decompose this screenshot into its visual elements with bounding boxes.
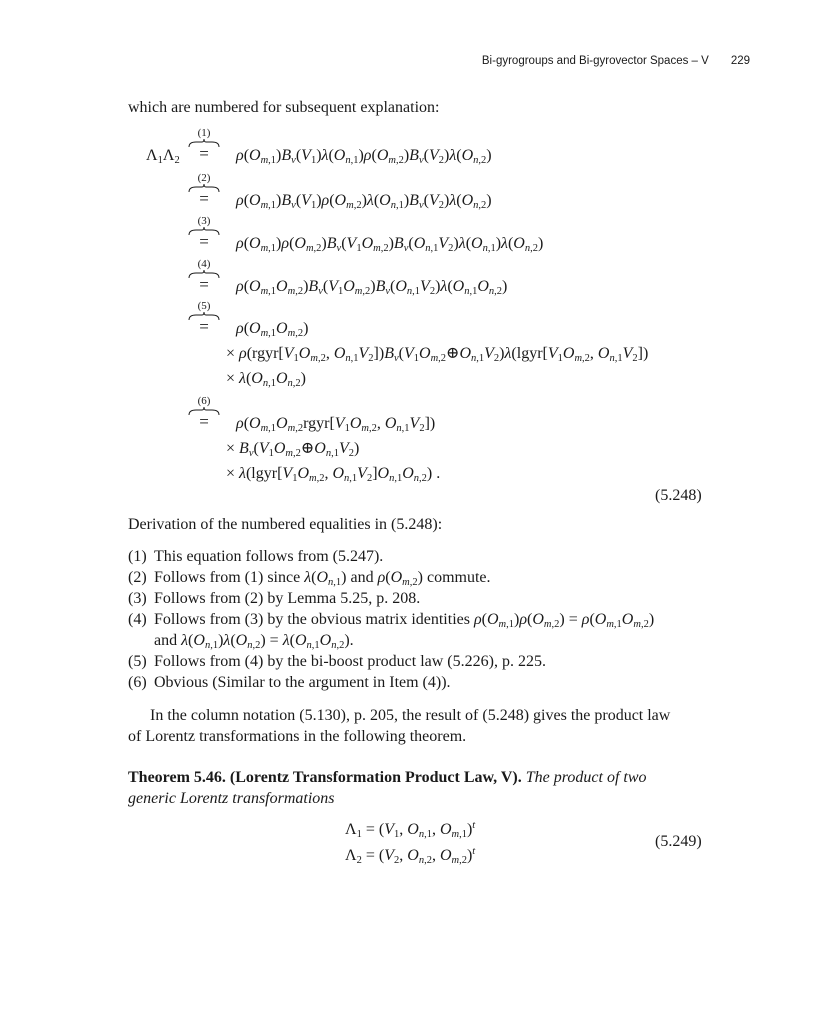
step-label-5: (5) [197,300,211,312]
item-text: Obvious (Similar to the argument in Item (4)). [154,674,451,691]
item-text: and [154,632,178,649]
paragraph-line-2: of Lorentz transformations in the following theorem. [128,728,467,745]
equation-number-5248: (5.248) [655,487,702,504]
item-number: (2) [128,569,147,586]
step-expr-3: $\rho(O_{m,1})\rho(O_{m,2})B_v(V_1O_{m,2})B_v(O_{n,1}V_2)\lambda(O_{n,1})\lambda(O_{n,2})$ [236,235,544,254]
step-expr-5b: × $\rho(rgyr[V_1O_{m,2}$, $O_{n,1}V_2])B_v(V_1O_{m,2}\oplus O_{n,1}V_2)\lambda(lgyr[V_1O_{m,2}$, $O_{n,1}V_2$]) [226,345,649,364]
step-label-1: (1) [197,127,211,139]
item-text: Follows from (1) since [154,569,301,586]
eq-5249-line-1: $\Lambda_1 = (V_1$, $O_{n,1}$, $O_{m,1})^t$ [345,820,476,840]
item-number: (3) [128,590,147,607]
derivation-item-6 [128,673,451,693]
step-label-6: (6) [197,395,211,407]
item-text: and [350,569,374,586]
item-text: commute. [426,569,491,586]
eq-sign-6: = [199,412,209,431]
theorem-line-2 [128,789,335,809]
intro-text: which are numbered for subsequent explanation: [128,99,440,116]
paragraph-line-1: In the column notation (5.130), p. 205, the result of (5.248) gives the product law [150,707,671,724]
step-label-3: (3) [197,215,211,227]
derivation-item-3 [128,589,420,609]
step-expr-6a: $\rho(O_{m,1}O_{m,2}rgyr[V_1O_{m,2}$, $O_{n,1}V_2$]) [236,415,436,434]
eq-lhs: $\Lambda_1\Lambda_2$ [146,147,180,166]
eq-sign-4: = [199,275,209,294]
item-text: Follows from (3) by the obvious matrix identities [154,611,470,628]
running-title: Bi-gyrogroups and Bi-gyrovector Spaces – V [481,55,709,67]
eq-sign-5: = [199,317,209,336]
item-text: Follows from (4) by the bi-boost product law (5.226), p. 225. [154,653,546,670]
step-label-2: (2) [197,172,211,184]
item-number: (6) [128,674,147,691]
item-number: (1) [128,548,147,565]
step-expr-5c: × $\lambda(O_{n,1}O_{n,2})$ [226,370,306,389]
step-expr-4: $\rho(O_{m,1}O_{m,2})B_v(V_1O_{m,2})B_v(O_{n,1}V_2)\lambda(O_{n,1}O_{n,2})$ [236,278,508,297]
item-number: (4) [128,611,147,628]
equation-number-5249: (5.249) [655,833,702,850]
item-number: (5) [128,653,147,670]
eq-sign-1: = [199,144,209,163]
derivation-item-4: (4) Follows from (3) by the obvious matrix identities $\rho(O_{m,1})\rho(O_{m,2}) = \rho(O_{m,1}O_{m,2})$ [128,611,655,630]
step-expr-2: $\rho(O_{m,1})B_v(V_1)\rho(O_{m,2})\lambda(O_{n,1})B_v(V_2)\lambda(O_{n,2})$ [236,192,492,211]
eq-5249-line-2: $\Lambda_2 = (V_2$, $O_{n,2}$, $O_{m,2})^t$ [345,846,476,866]
theorem-title: Theorem 5.46. (Lorentz Transformation Product Law, V). [128,769,522,786]
item-text: Follows from (2) by Lemma 5.25, p. 208. [154,590,421,607]
eq-sign-2: = [199,189,209,208]
step-expr-5a: $\rho(O_{m,1}O_{m,2})$ [236,320,309,339]
derivation-item-2: (2) Follows from (1) since $\lambda(O_{n,1})$ and $\rho(O_{m,2})$ commute. [128,569,491,588]
running-header [482,55,750,67]
theorem-text: generic Lorentz transformations [128,790,335,807]
derivation-heading: Derivation of the numbered equalities in (5.248): [128,516,443,533]
eq-sign-3: = [199,232,209,251]
theorem-line-1 [128,768,647,788]
step-expr-6c: × $\lambda(lgyr[V_1O_{m,2}$, $O_{n,1}V_2]O_{n,1}O_{n,2}$) . [226,465,441,484]
derivation-item-4-cont: and $\lambda(O_{n,1})\lambda(O_{n,2}) = \lambda(O_{n,1}O_{n,2})$. [154,632,354,651]
step-expr-6b: × $B_v(V_1O_{m,2}\oplus O_{n,1}V_2)$ [226,440,360,459]
derivation-item-1 [128,547,383,567]
step-expr-1: $\rho(O_{m,1})B_v(V_1)\lambda(O_{n,1})\rho(O_{m,2})B_v(V_2)\lambda(O_{n,2})$ [236,147,492,166]
derivation-item-5 [128,652,546,672]
page-number: 229 [730,55,750,67]
item-text: This equation follows from (5.247). [154,548,384,565]
theorem-text: The product of two [525,769,647,786]
step-label-4: (4) [197,258,211,270]
